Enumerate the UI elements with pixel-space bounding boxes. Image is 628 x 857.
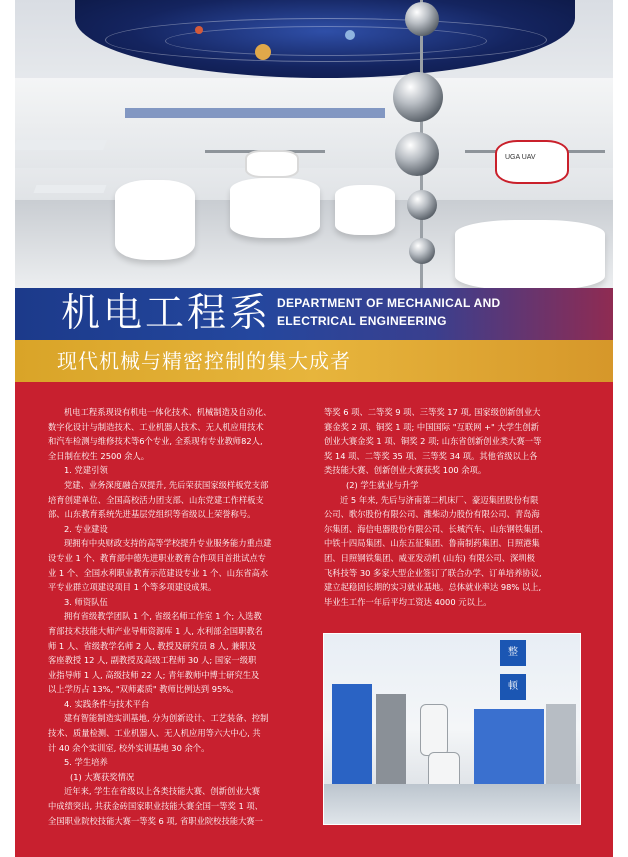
article-line: 团、日照钢铁集团、威亚发动机 (山东) 有限公司、深圳极 xyxy=(324,552,535,563)
equipment-rack xyxy=(332,684,372,784)
article-line: 近年来, 学生在省级以上各类技能大赛、创新创业大赛 xyxy=(64,786,261,797)
article-line: 尔集团、海信电器股份有限公司、长城汽车、山东钢铁集团、 xyxy=(324,523,549,534)
article-line: 师 1 人、省级教学名师 2 人, 教授及研究员 8 人, 兼职及 xyxy=(48,640,257,651)
article-line: 近 5 年来, 先后与济南第二机床厂、豪迈集团股份有限 xyxy=(340,494,539,505)
chrome-sphere xyxy=(393,72,443,122)
article-line: 以上学历占 13%, "双师素质" 教师比例达到 95%。 xyxy=(48,684,239,695)
chrome-sphere xyxy=(407,190,437,220)
equipment-rack xyxy=(474,709,544,784)
chrome-sphere xyxy=(409,238,435,264)
aircraft-model xyxy=(15,140,107,150)
article-line: 公司、歌尔股份有限公司、潍柴动力股份有限公司、青岛海 xyxy=(324,509,540,520)
section-heading: 4. 实践条件与技术平台 xyxy=(64,698,150,709)
article-line: 中成绩突出, 共获金砖国家职业技能大赛全国一等奖 1 项、 xyxy=(48,801,263,812)
lab-floor xyxy=(324,784,580,824)
article-line: 技术、质量检测、工业机器人、无人机应用等六大中心, 共 xyxy=(48,728,261,739)
planet xyxy=(195,26,203,34)
subsection-heading: (2) 学生就业与升学 xyxy=(346,479,419,490)
section-heading: 3. 师资队伍 xyxy=(64,596,108,607)
article-line: 毕业生工作一年后平均工资达 4000 元以上。 xyxy=(324,596,492,607)
exhibition-hall-photo xyxy=(15,0,613,288)
display-plinth xyxy=(115,180,195,260)
article-line: 奖 14 项、二等奖 35 项、三等奖 34 项。其他省级以上各 xyxy=(324,450,538,461)
display-plinth xyxy=(230,178,320,238)
chrome-sphere xyxy=(395,132,439,176)
article-line: 育部技术技能大师产业导师资源库 1 人, 水利部全国职教名 xyxy=(48,625,263,636)
article-line: 平专业群立项建设项目 1 个等多项建设成果。 xyxy=(48,582,217,593)
drone-model xyxy=(245,150,299,178)
article-line: 数字化设计与制造技术、工业机器人技术、无人机应用技术 xyxy=(48,421,264,432)
display-plinth xyxy=(335,185,395,235)
orbit-ring xyxy=(165,26,487,56)
drone-label: UGA UAV xyxy=(505,154,536,161)
department-title-en-line2: ELECTRICAL ENGINEERING xyxy=(277,314,447,328)
planet xyxy=(255,44,271,60)
article-line: 计 40 余个实训室, 校外实训基地 30 余个。 xyxy=(48,742,210,753)
article-line: 建立起稳固长期的实习就业基地。总体就业率达 98% 以上, xyxy=(324,582,542,593)
section-heading: 1. 党建引领 xyxy=(64,465,108,476)
wall-banner xyxy=(125,108,385,118)
article-line: 设专业 1 个、教育部中德先进职业教育合作项目首批试点专 xyxy=(48,552,266,563)
wall-sign: 顿 xyxy=(500,674,526,700)
article-line: 飞科技等 30 多家大型企业签订了联合办学、订单培养协议, xyxy=(324,567,542,578)
article-line: 创业大赛金奖 1 项、铜奖 2 项; 山东省创新创业类大赛一等 xyxy=(324,436,542,447)
robot-lab-photo xyxy=(323,633,581,825)
article-line: 机电工程系现设有机电一体化技术、机械制造及自动化、 xyxy=(64,407,272,417)
article-line: 现拥有中央财政支持的高等学校提升专业服务能力重点建 xyxy=(64,538,272,549)
section-heading: 2. 专业建设 xyxy=(64,523,108,534)
article-line: 培育创建单位、全国高校活力团支部、山东党建工作样板支 xyxy=(48,494,264,505)
article-line: 客座教授 12 人, 副教授及高级工程师 30 人; 国家一级职 xyxy=(48,655,257,666)
article-left-column xyxy=(48,405,314,828)
wall-sign: 整 xyxy=(500,640,526,666)
article-line: 赛金奖 2 项、铜奖 1 项; 中国国际 "互联网 +" 大学生创新 xyxy=(324,421,539,432)
slogan-bar xyxy=(15,340,613,382)
article-line: 部、山东教育系统先进基层党组织等省级以上荣誉称号。 xyxy=(48,509,256,520)
article-line: 党建、业务深度融合双提升, 先后荣获国家级样板党支部 xyxy=(64,479,269,490)
section-heading: 5. 学生培养 xyxy=(64,757,108,768)
article-right-column xyxy=(324,405,582,609)
equipment-rack xyxy=(376,694,406,784)
article-line: 等奖 6 项、二等奖 9 项、三等奖 17 项, 国家级创新创业大 xyxy=(324,407,541,417)
article-line: 业 1 个、全国水利职业教育示范建设专业 1 个、山东省高水 xyxy=(48,567,269,578)
article-line: 全国职业院校技能大赛一等奖 6 项, 省职业院校技能大赛一 xyxy=(48,815,263,826)
article-line: 和汽车检测与维修技术等6个专业, 全系现有专业教师82人, xyxy=(48,436,263,447)
article-line: 类技能大赛、创新创业大赛获奖 100 余项。 xyxy=(324,465,487,476)
article-line: 拥有省级教学团队 1 个, 省级名师工作室 1 个; 入选教 xyxy=(64,611,262,622)
equipment-rack xyxy=(546,704,576,784)
industrial-robot-arm xyxy=(420,704,448,756)
planet xyxy=(345,30,355,40)
display-plinth xyxy=(455,220,605,288)
department-title-en-line1: DEPARTMENT OF MECHANICAL AND xyxy=(277,296,501,310)
department-title-cn: 机电工程系 xyxy=(61,291,272,336)
article-line: 全日制在校生 2500 余人。 xyxy=(48,450,150,461)
drone-model xyxy=(495,140,569,184)
article-line: 业指导师 1 人, 高级技师 22 人; 青年教师中博士研究生及 xyxy=(48,669,260,680)
article-line: 中铁十四局集团、山东五征集团、鲁南制药集团、日照港集 xyxy=(324,538,540,549)
slogan-text: 现代机械与精密控制的集大成者 xyxy=(57,349,351,373)
subsection-heading: (1) 大赛获奖情况 xyxy=(70,771,135,782)
article-line: 建有智能制造实训基地, 分为创新设计、工艺装备、控制 xyxy=(64,713,269,724)
aircraft-model xyxy=(34,185,107,193)
chrome-sphere xyxy=(405,2,439,36)
department-title-band xyxy=(15,288,613,340)
